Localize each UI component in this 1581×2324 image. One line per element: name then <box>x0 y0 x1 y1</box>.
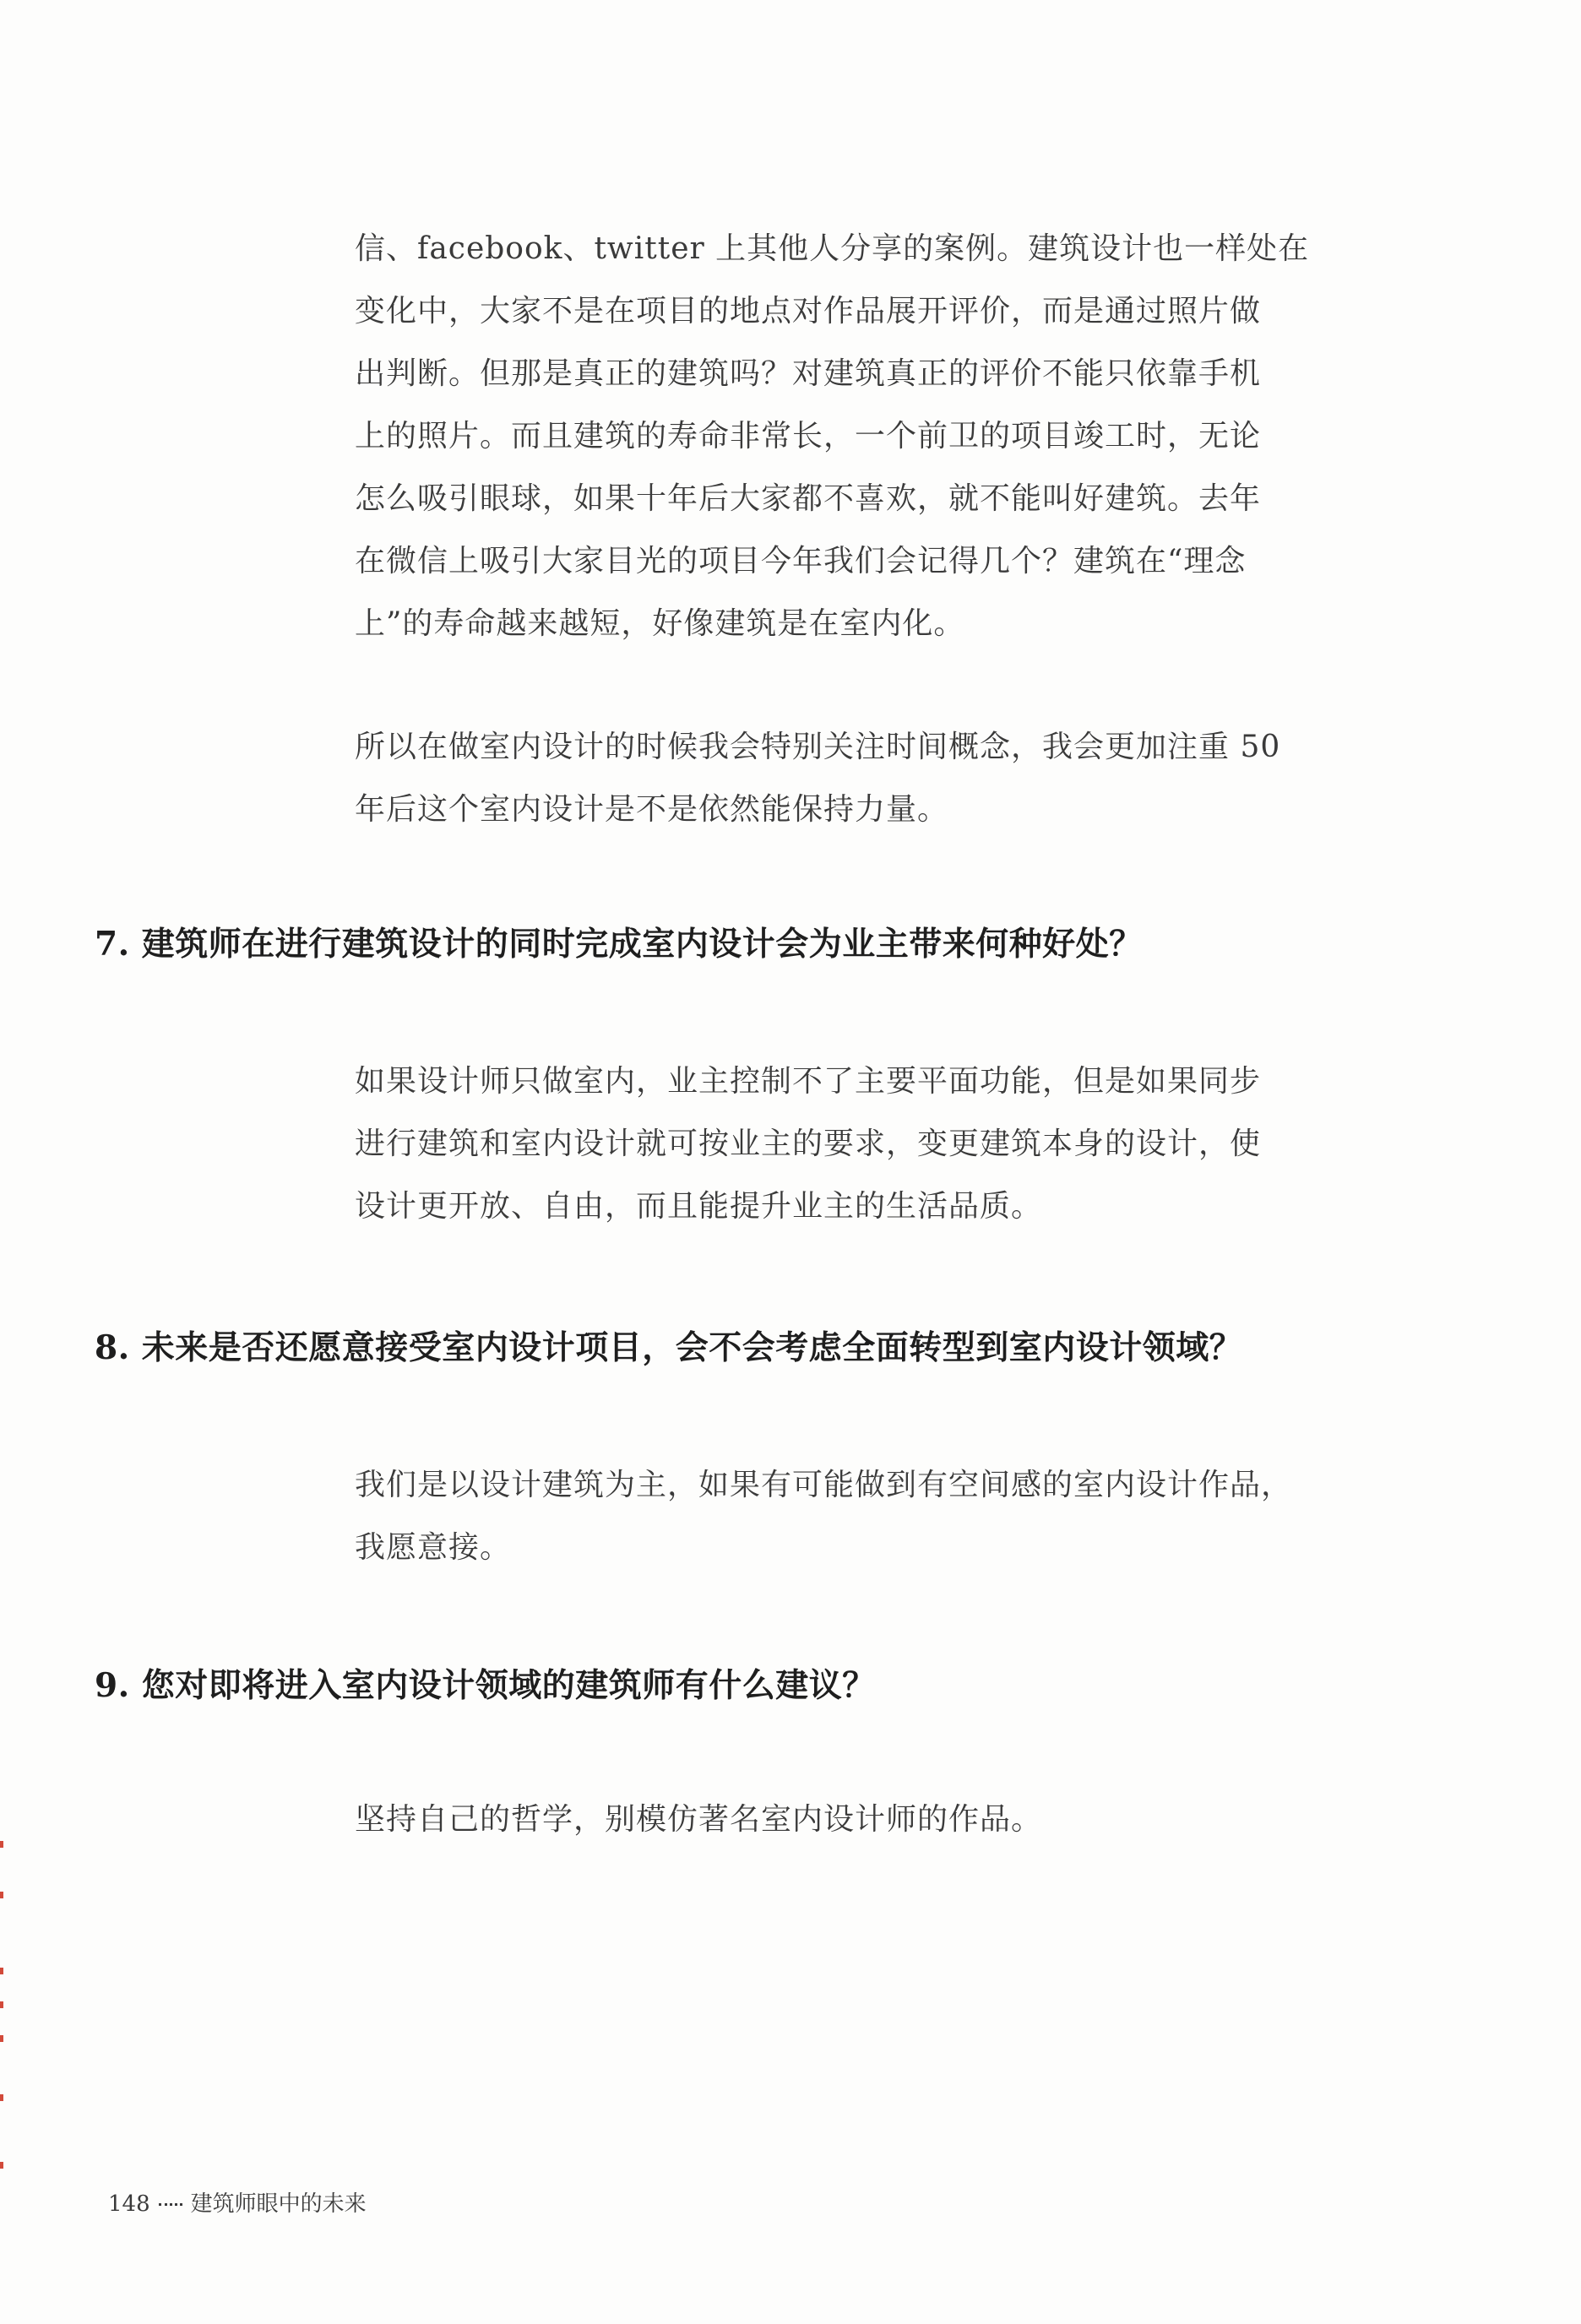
paragraph-line: 上的照片。而且建筑的寿命非常长，一个前卫的项目竣工时，无论 <box>355 419 1262 453</box>
paragraph-line: 坚持自己的哲学，别模仿著名室内设计师的作品。 <box>355 1802 1043 1837</box>
edge-mark <box>0 2035 3 2042</box>
edge-mark <box>0 2162 3 2169</box>
answer-7 <box>355 1051 1284 1238</box>
paragraph-line: 我愿意接。 <box>355 1530 512 1565</box>
question-8-heading: 8. 未来是否还愿意接受室内设计项目，会不会考虑全面转型到室内设计领域？ <box>95 1328 1243 1367</box>
page-number: 148 <box>108 2191 150 2217</box>
edge-mark <box>0 1841 3 1848</box>
page-footer <box>108 2189 367 2219</box>
paragraph-line: 变化中，大家不是在项目的地点对作品展开评价，而是通过照片做 <box>355 294 1262 329</box>
footer-separator <box>159 2203 182 2206</box>
edge-mark <box>0 2001 3 2008</box>
edge-mark <box>0 2094 3 2101</box>
paragraph-line: 年后这个室内设计是不是依然能保持力量。 <box>355 792 949 827</box>
book-title: 建筑师眼中的未来 <box>190 2191 367 2217</box>
paragraph-line: 如果设计师只做室内，业主控制不了主要平面功能，但是如果同步 <box>355 1064 1262 1099</box>
answer-9 <box>355 1789 1284 1851</box>
answer-block-time <box>355 716 1284 841</box>
question-9-heading: 9. 您对即将进入室内设计领域的建筑师有什么建议？ <box>95 1666 876 1705</box>
edge-mark <box>0 1968 3 1974</box>
paragraph-line: 上”的寿命越来越短，好像建筑是在室内化。 <box>355 606 965 641</box>
paragraph-line: 在微信上吸引大家目光的项目今年我们会记得几个？建筑在“理念 <box>355 544 1247 578</box>
answer-8 <box>355 1454 1293 1579</box>
page-edge-marks <box>0 1841 5 2196</box>
answer-block-intro <box>355 218 1310 655</box>
paragraph-line: 信、facebook、twitter 上其他人分享的案例。建筑设计也一样处在 <box>355 231 1310 266</box>
question-7-heading: 7. 建筑师在进行建筑设计的同时完成室内设计会为业主带来何种好处？ <box>95 925 1143 964</box>
paragraph-line: 所以在做室内设计的时候我会特别关注时间概念，我会更加注重 50 <box>355 730 1281 764</box>
paragraph-line: 怎么吸引眼球，如果十年后大家都不喜欢，就不能叫好建筑。去年 <box>355 481 1262 516</box>
paragraph-line: 设计更开放、自由，而且能提升业主的生活品质。 <box>355 1189 1043 1224</box>
paragraph-line: 出判断。但那是真正的建筑吗？对建筑真正的评价不能只依靠手机 <box>355 356 1262 391</box>
edge-mark <box>0 1892 3 1898</box>
paragraph-line: 我们是以设计建筑为主，如果有可能做到有空间感的室内设计作品， <box>355 1468 1293 1502</box>
paragraph-line: 进行建筑和室内设计就可按业主的要求，变更建筑本身的设计，使 <box>355 1127 1262 1161</box>
